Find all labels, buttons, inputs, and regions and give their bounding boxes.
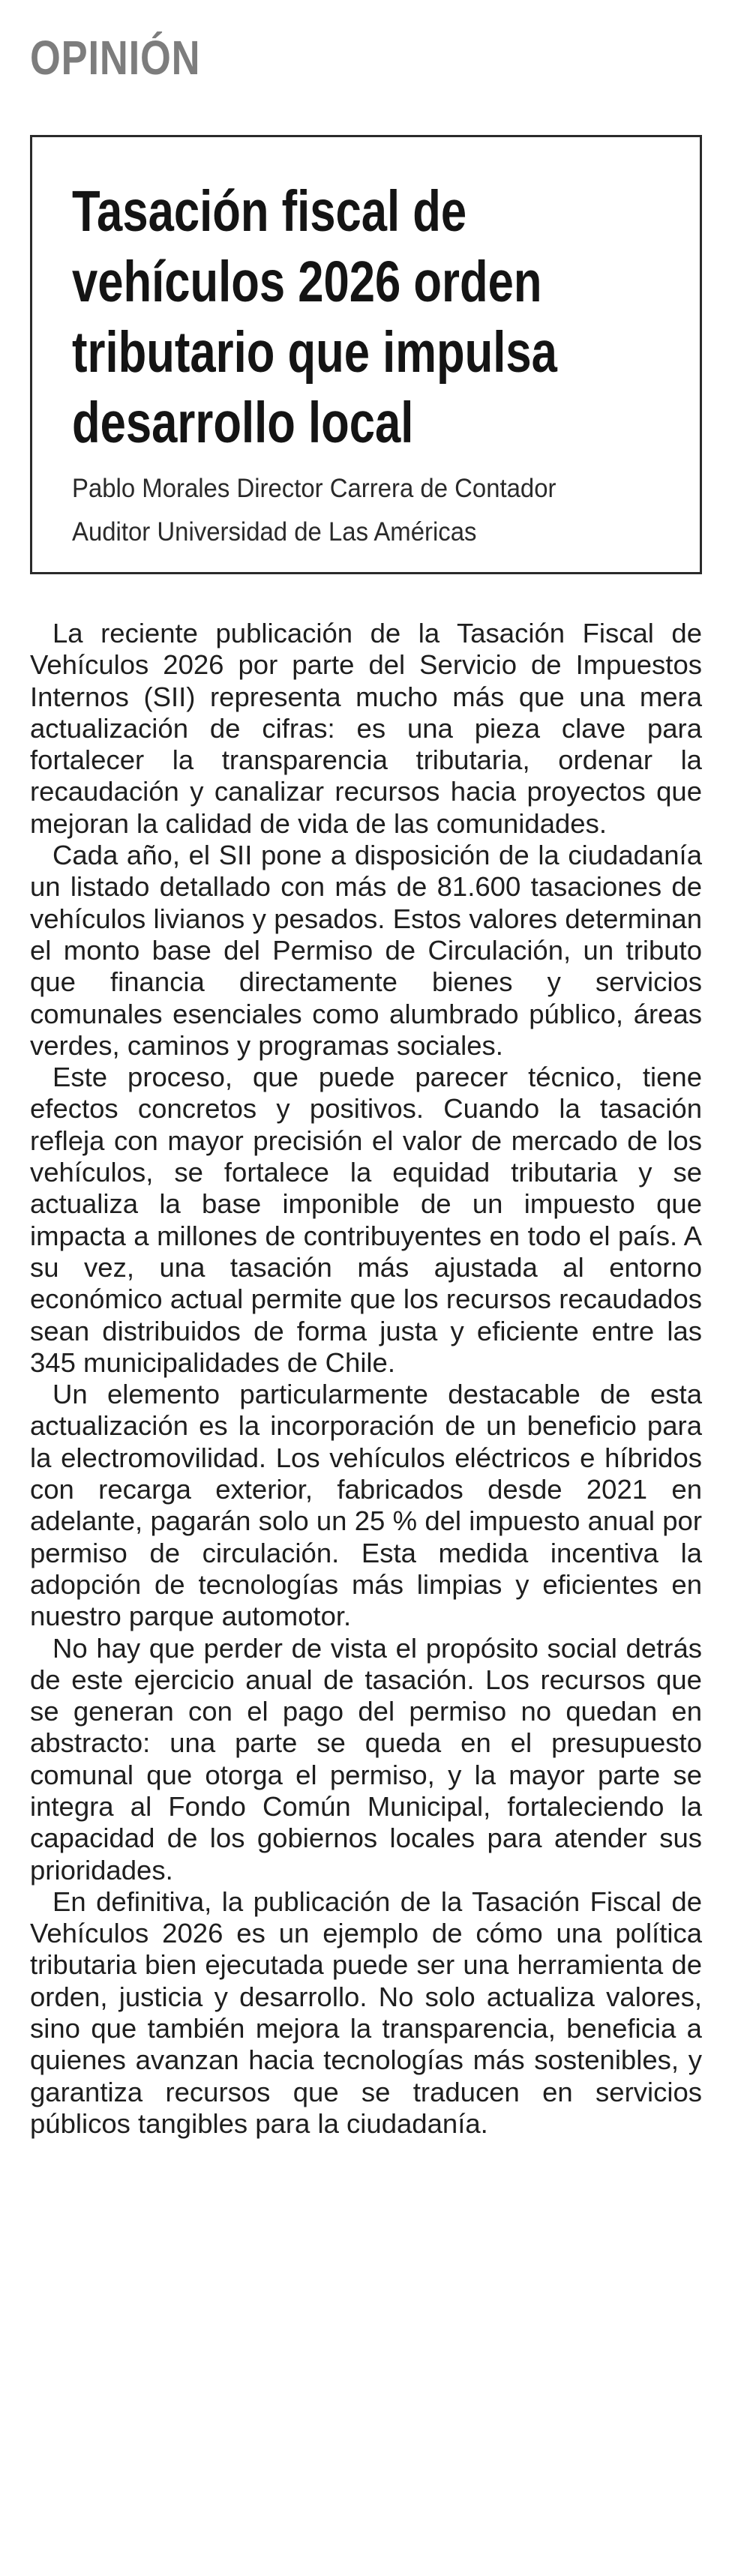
section-label: OPINIÓN [30, 31, 201, 85]
article-headline [72, 176, 672, 458]
article-paragraph: En definitiva, la publicación de la Tasación Fiscal de Vehículos 2026 es un ejemplo de cómo una política tributaria bien ejecutada puede ser una herramienta de orden, justicia y desarrollo. No solo actualiza valores, sino que también mejora la transparencia, beneficia a quienes avanzan hacia tecnologías más sostenibles, y garantiza recursos que se traducen en servicios públicos tangibles para la ciudadanía. [30, 1886, 702, 2139]
article-paragraph: Cada año, el SII pone a disposición de la ciudadanía un listado detallado con más de 81.600 tasaciones de vehículos livianos y pesados. Estos valores determinan el monto base del Permiso de Circulación, un tributo que financia directamente bienes y servicios comunales esenciales como alumbrado público, áreas verdes, caminos y programas sociales. [30, 840, 702, 1061]
headline-box [30, 135, 702, 574]
byline-line: Auditor Universidad de Las Américas [72, 517, 477, 547]
byline-line: Pablo Morales Director Carrera de Contador [72, 474, 556, 503]
headline-line: vehículos 2026 orden [72, 250, 542, 314]
author-byline [72, 467, 556, 554]
article-paragraph: Este proceso, que puede parecer técnico, tiene efectos concretos y positivos. Cuando la tasación refleja con mayor precisión el valor de mercado de los vehículos, se fortalece la equidad tributaria y se actualiza la base imponible de un impuesto que impacta a millones de contribuyentes en todo el país. A su vez, una tasación más ajustada al entorno económico actual permite que los recursos recaudados sean distribuidos de forma justa y eficiente entre las 345 municipalidades de Chile. [30, 1062, 702, 1378]
article-paragraph: Un elemento particularmente destacable de esta actualización es la incorporación de un beneficio para la electromovilidad. Los vehículos eléctricos e híbridos con recarga exterior, fabricados desde 2021 en adelante, pagarán solo un 25 % del impuesto anual por permiso de circulación. Esta medida incentiva la adopción de tecnologías más limpias y eficientes en nuestro parque automotor. [30, 1379, 702, 1632]
headline-line: Tasación fiscal de [72, 179, 467, 244]
headline-line: desarrollo local [72, 391, 414, 455]
article-paragraph: No hay que perder de vista el propósito social detrás de este ejercicio anual de tasación. Los recursos que se generan con el pago del permiso no quedan en abstracto: una parte se queda en el presupuesto comunal que otorga el permiso, y la mayor parte se integra al Fondo Común Municipal, fortaleciendo la capacidad de los gobiernos locales para atender sus prioridades. [30, 1632, 702, 1886]
article-paragraph: La reciente publicación de la Tasación Fiscal de Vehículos 2026 por parte del Servicio de Impuestos Internos (SII) representa mucho más que una mera actualización de cifras: es una pieza clave para fortalecer la transparencia tributaria, ordenar la recaudación y canalizar recursos hacia proyectos que mejoran la calidad de vida de las comunidades. [30, 618, 702, 839]
article-body [30, 618, 702, 2140]
headline-line: tributario que impulsa [72, 320, 557, 385]
